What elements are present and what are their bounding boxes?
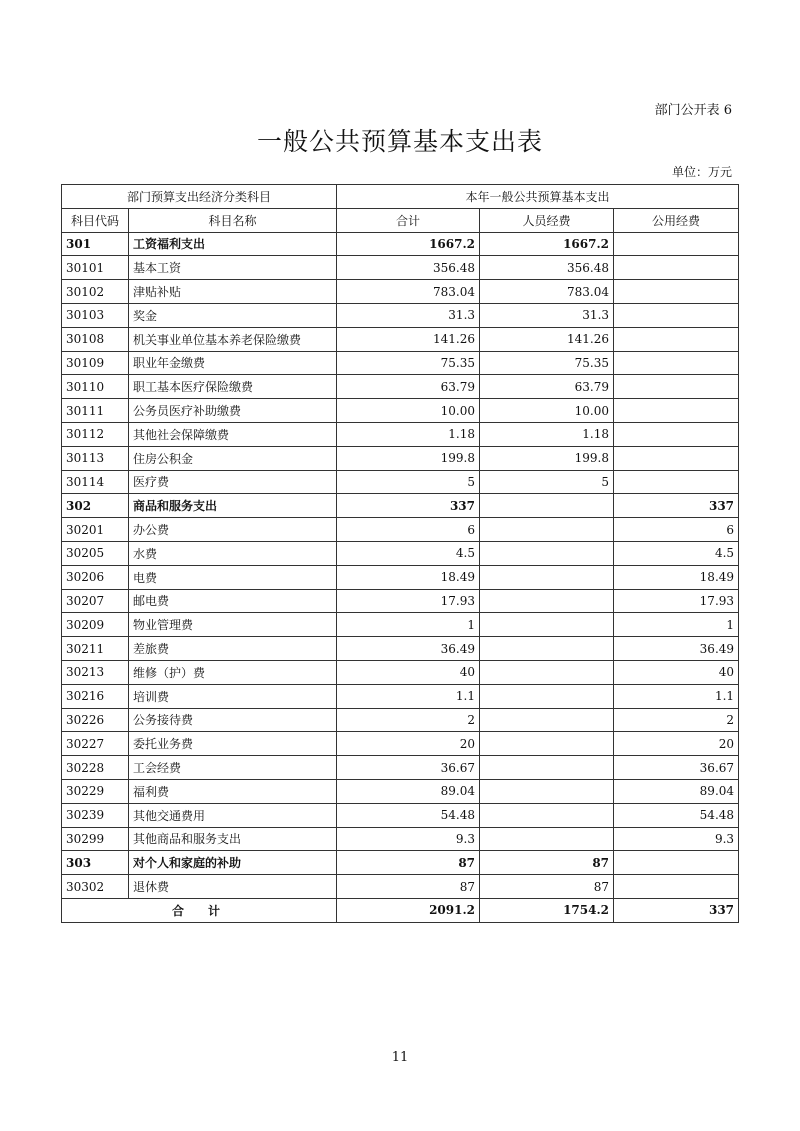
cell-name: 其他社会保障缴费 (129, 422, 337, 446)
cell-total: 5 (337, 470, 480, 494)
cell-personnel (480, 756, 614, 780)
cell-code: 30213 (62, 660, 129, 684)
table-row (62, 875, 739, 899)
table-row (62, 541, 739, 565)
cell-public: 18.49 (614, 565, 739, 589)
cell-total: 1667.2 (337, 232, 480, 256)
table-row (62, 518, 739, 542)
cell-public (614, 351, 739, 375)
table-row (62, 827, 739, 851)
table-row (62, 565, 739, 589)
header-col-code: 科目代码 (62, 208, 129, 232)
cell-name: 对个人和家庭的补助 (129, 851, 337, 875)
cell-code: 30226 (62, 708, 129, 732)
document-label: 部门公开表 6 (654, 103, 732, 118)
cell-name: 奖金 (129, 303, 337, 327)
header-group-row (62, 185, 739, 209)
cell-total: 1.18 (337, 422, 480, 446)
cell-code: 301 (62, 232, 129, 256)
table-row (62, 732, 739, 756)
table-row (62, 589, 739, 613)
cell-total: 2 (337, 708, 480, 732)
table-row-category (62, 851, 739, 875)
cell-total: 1.1 (337, 684, 480, 708)
cell-code: 30109 (62, 351, 129, 375)
header-col-total: 合计 (337, 208, 480, 232)
table-row-category (62, 494, 739, 518)
cell-name: 委托业务费 (129, 732, 337, 756)
cell-name: 差旅费 (129, 637, 337, 661)
cell-total: 6 (337, 518, 480, 542)
cell-name: 住房公积金 (129, 446, 337, 470)
total-row (62, 898, 739, 922)
cell-code: 30114 (62, 470, 129, 494)
cell-code: 30103 (62, 303, 129, 327)
cell-personnel: 5 (480, 470, 614, 494)
cell-personnel: 75.35 (480, 351, 614, 375)
cell-personnel (480, 613, 614, 637)
cell-personnel (480, 803, 614, 827)
cell-total: 36.67 (337, 756, 480, 780)
cell-name: 职工基本医疗保险缴费 (129, 375, 337, 399)
cell-total: 356.48 (337, 256, 480, 280)
unit-label: 单位：万元 (671, 165, 732, 179)
cell-name: 福利费 (129, 779, 337, 803)
cell-total: 18.49 (337, 565, 480, 589)
table-row (62, 399, 739, 423)
cell-personnel (480, 827, 614, 851)
budget-table (61, 184, 739, 923)
cell-name: 津贴补贴 (129, 280, 337, 304)
cell-total: 9.3 (337, 827, 480, 851)
table-row (62, 779, 739, 803)
cell-name: 其他交通费用 (129, 803, 337, 827)
cell-personnel (480, 518, 614, 542)
cell-public: 1 (614, 613, 739, 637)
cell-personnel: 141.26 (480, 327, 614, 351)
page-number: 11 (391, 1050, 409, 1065)
cell-code: 30206 (62, 565, 129, 589)
cell-code: 303 (62, 851, 129, 875)
header-group-right: 本年一般公共预算基本支出 (337, 185, 739, 209)
cell-code: 30110 (62, 375, 129, 399)
cell-public (614, 327, 739, 351)
cell-personnel: 1.18 (480, 422, 614, 446)
cell-total: 40 (337, 660, 480, 684)
cell-code: 30111 (62, 399, 129, 423)
cell-personnel (480, 684, 614, 708)
table-row (62, 613, 739, 637)
cell-public: 54.48 (614, 803, 739, 827)
cell-total: 17.93 (337, 589, 480, 613)
cell-name: 水费 (129, 541, 337, 565)
cell-public (614, 303, 739, 327)
cell-code: 302 (62, 494, 129, 518)
header-group-left: 部门预算支出经济分类科目 (62, 185, 337, 209)
cell-public: 36.49 (614, 637, 739, 661)
header-column-row (62, 208, 739, 232)
table-row (62, 708, 739, 732)
cell-personnel: 87 (480, 851, 614, 875)
cell-public: 40 (614, 660, 739, 684)
cell-code: 30228 (62, 756, 129, 780)
cell-total: 1 (337, 613, 480, 637)
cell-personnel (480, 732, 614, 756)
cell-total: 63.79 (337, 375, 480, 399)
cell-public (614, 280, 739, 304)
total-personnel: 1754.2 (480, 898, 614, 922)
cell-public: 17.93 (614, 589, 739, 613)
cell-code: 30205 (62, 541, 129, 565)
cell-public (614, 470, 739, 494)
cell-total: 4.5 (337, 541, 480, 565)
cell-personnel (480, 708, 614, 732)
cell-code: 30229 (62, 779, 129, 803)
cell-code: 30211 (62, 637, 129, 661)
cell-code: 30302 (62, 875, 129, 899)
cell-personnel (480, 565, 614, 589)
cell-personnel: 199.8 (480, 446, 614, 470)
cell-public (614, 375, 739, 399)
cell-total: 87 (337, 875, 480, 899)
cell-personnel: 31.3 (480, 303, 614, 327)
cell-total: 54.48 (337, 803, 480, 827)
cell-total: 36.49 (337, 637, 480, 661)
cell-name: 物业管理费 (129, 613, 337, 637)
cell-name: 电费 (129, 565, 337, 589)
cell-public (614, 851, 739, 875)
cell-name: 维修（护）费 (129, 660, 337, 684)
page-title: 一般公共预算基本支出表 (256, 127, 543, 156)
cell-code: 30108 (62, 327, 129, 351)
cell-personnel (480, 589, 614, 613)
cell-total: 75.35 (337, 351, 480, 375)
cell-public (614, 875, 739, 899)
table-row (62, 422, 739, 446)
cell-code: 30101 (62, 256, 129, 280)
table-row (62, 256, 739, 280)
cell-personnel: 356.48 (480, 256, 614, 280)
cell-personnel (480, 779, 614, 803)
cell-name: 办公费 (129, 518, 337, 542)
cell-name: 基本工资 (129, 256, 337, 280)
cell-code: 30201 (62, 518, 129, 542)
table-row (62, 280, 739, 304)
cell-name: 公务员医疗补助缴费 (129, 399, 337, 423)
cell-name: 培训费 (129, 684, 337, 708)
cell-public: 89.04 (614, 779, 739, 803)
cell-personnel (480, 494, 614, 518)
cell-public (614, 256, 739, 280)
cell-personnel (480, 637, 614, 661)
table-row (62, 375, 739, 399)
cell-code: 30112 (62, 422, 129, 446)
table-body (62, 232, 739, 898)
table-row-category (62, 232, 739, 256)
cell-total: 10.00 (337, 399, 480, 423)
total-total: 2091.2 (337, 898, 480, 922)
cell-public: 6 (614, 518, 739, 542)
cell-total: 89.04 (337, 779, 480, 803)
cell-code: 30239 (62, 803, 129, 827)
cell-public: 20 (614, 732, 739, 756)
cell-name: 职业年金缴费 (129, 351, 337, 375)
cell-total: 337 (337, 494, 480, 518)
cell-total: 141.26 (337, 327, 480, 351)
cell-code: 30216 (62, 684, 129, 708)
cell-name: 公务接待费 (129, 708, 337, 732)
cell-total: 31.3 (337, 303, 480, 327)
cell-code: 30209 (62, 613, 129, 637)
cell-name: 机关事业单位基本养老保险缴费 (129, 327, 337, 351)
cell-code: 30102 (62, 280, 129, 304)
cell-public: 2 (614, 708, 739, 732)
header-col-public: 公用经费 (614, 208, 739, 232)
cell-personnel: 1667.2 (480, 232, 614, 256)
cell-personnel: 63.79 (480, 375, 614, 399)
cell-total: 20 (337, 732, 480, 756)
cell-code: 30227 (62, 732, 129, 756)
table-row (62, 470, 739, 494)
cell-public (614, 422, 739, 446)
cell-personnel: 783.04 (480, 280, 614, 304)
table-row (62, 637, 739, 661)
table-row (62, 351, 739, 375)
table-row (62, 684, 739, 708)
cell-name: 工会经费 (129, 756, 337, 780)
cell-public (614, 232, 739, 256)
cell-public: 4.5 (614, 541, 739, 565)
cell-personnel (480, 660, 614, 684)
cell-personnel: 87 (480, 875, 614, 899)
cell-code: 30299 (62, 827, 129, 851)
cell-name: 邮电费 (129, 589, 337, 613)
cell-public: 9.3 (614, 827, 739, 851)
cell-total: 783.04 (337, 280, 480, 304)
cell-total: 87 (337, 851, 480, 875)
table-row (62, 446, 739, 470)
total-public: 337 (614, 898, 739, 922)
table-row (62, 327, 739, 351)
cell-name: 退休费 (129, 875, 337, 899)
table-row (62, 660, 739, 684)
cell-code: 30113 (62, 446, 129, 470)
cell-public (614, 446, 739, 470)
cell-public (614, 399, 739, 423)
cell-public: 1.1 (614, 684, 739, 708)
table-row (62, 756, 739, 780)
header-col-name: 科目名称 (129, 208, 337, 232)
cell-total: 199.8 (337, 446, 480, 470)
header-col-personnel: 人员经费 (480, 208, 614, 232)
table-row (62, 303, 739, 327)
total-label: 合 计 (62, 898, 337, 922)
cell-public: 337 (614, 494, 739, 518)
table-row (62, 803, 739, 827)
cell-public: 36.67 (614, 756, 739, 780)
cell-name: 医疗费 (129, 470, 337, 494)
cell-name: 工资福利支出 (129, 232, 337, 256)
cell-personnel (480, 541, 614, 565)
cell-name: 其他商品和服务支出 (129, 827, 337, 851)
cell-name: 商品和服务支出 (129, 494, 337, 518)
cell-code: 30207 (62, 589, 129, 613)
cell-personnel: 10.00 (480, 399, 614, 423)
